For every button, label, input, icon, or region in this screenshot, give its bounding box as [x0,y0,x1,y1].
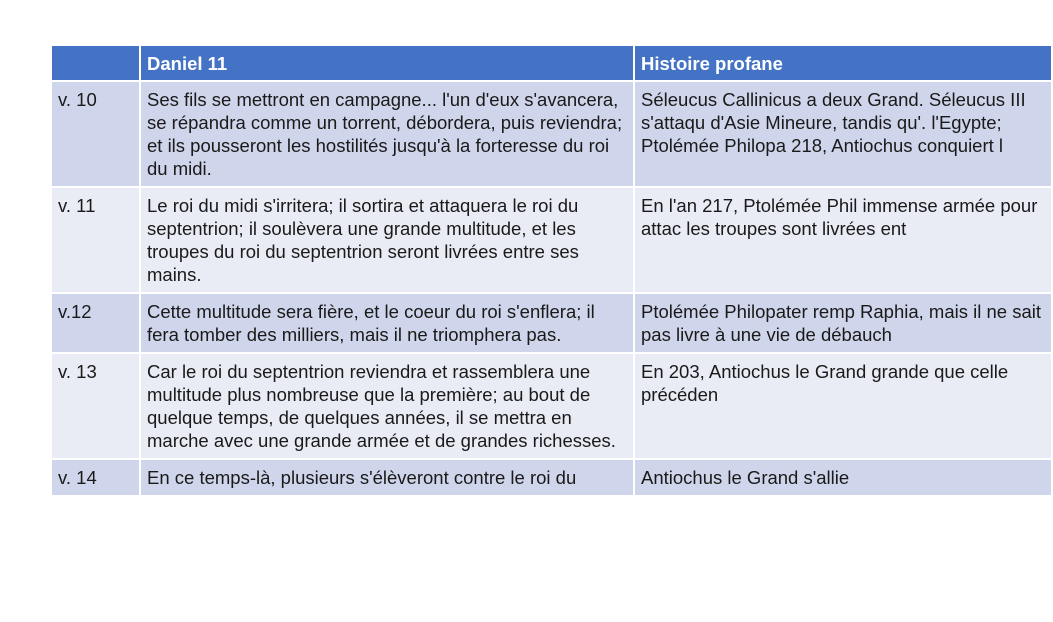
verse-cell: v.12 [52,293,140,353]
verse-cell: v. 11 [52,187,140,293]
daniel-cell: Car le roi du septentrion reviendra et rassemblera une multitude plus nombreuse que la première; au bout de quelque temps, de quelques années, il se mettra en marche avec une grande armée et de grandes richesses. [140,353,634,459]
daniel-cell: Cette multitude sera fière, et le coeur du roi s'enflera; il fera tomber des milliers, mais il ne triomphera pas. [140,293,634,353]
comparison-table-container [52,46,1041,622]
header-daniel: Daniel 11 [140,46,634,81]
histoire-cell: En 203, Antiochus le Grand grande que celle précéden [634,353,1052,459]
histoire-cell: Séleucus Callinicus a deux Grand. Séleucus III s'attaqu d'Asie Mineure, tandis qu'. l'Egypte; Ptolémée Philopa 218, Antiochus conquiert l [634,81,1052,187]
table-row [52,81,1052,187]
table-header-row [52,46,1052,81]
table-row [52,459,1052,496]
daniel-cell: En ce temps-là, plusieurs s'élèveront contre le roi du [140,459,634,496]
verse-cell: v. 13 [52,353,140,459]
histoire-cell: Ptolémée Philopater remp Raphia, mais il ne sait pas livre à une vie de débauch [634,293,1052,353]
comparison-table [52,46,1053,497]
header-verse [52,46,140,81]
table-row [52,293,1052,353]
daniel-cell: Ses fils se mettront en campagne... l'un d'eux s'avancera, se répandra comme un torrent, débordera, puis reviendra; et ils pousseront les hostilités jusqu'à la forteresse du roi du midi. [140,81,634,187]
histoire-cell: En l'an 217, Ptolémée Phil immense armée pour attac les troupes sont livrées ent [634,187,1052,293]
daniel-cell: Le roi du midi s'irritera; il sortira et attaquera le roi du septentrion; il soulèvera une grande multitude, et les troupes du roi du septentrion seront livrées entre ses mains. [140,187,634,293]
table-row [52,353,1052,459]
header-histoire: Histoire profane [634,46,1052,81]
histoire-cell: Antiochus le Grand s'allie [634,459,1052,496]
verse-cell: v. 14 [52,459,140,496]
table-row [52,187,1052,293]
verse-cell: v. 10 [52,81,140,187]
